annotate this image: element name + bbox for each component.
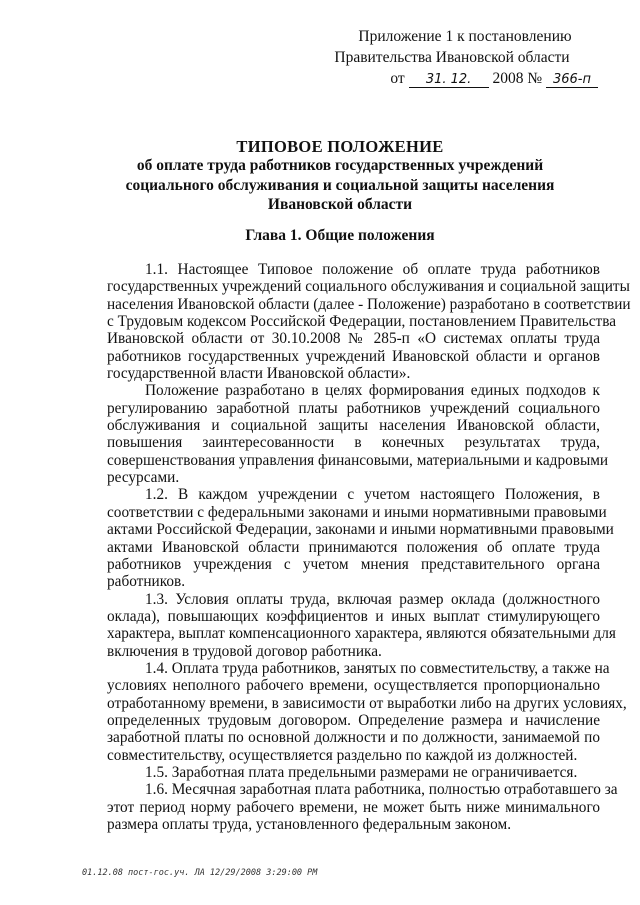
paragraph-line: Ивановской области от 30.10.2008 № 285-п «О системах оплаты труда (107, 330, 600, 348)
approval-header (334, 26, 598, 89)
paragraph-line: условиях неполного рабочего времени, осуществляется пропорционально (107, 677, 600, 695)
title-sub-2: социального обслуживания и социальной защиты населения (125, 176, 555, 194)
paragraph-line: актами Ивановской области принимаются положения об оплате труда (107, 538, 600, 556)
paragraph-line: совместительству, осуществляется раздельно по каждой из должностей. (107, 746, 578, 764)
header-line-1: Приложение 1 к постановлению (358, 28, 572, 45)
title-sub-3: Ивановской области (267, 195, 413, 213)
footer-stamp: 01.12.08 пост-гос.уч. ЛА 12/29/2008 3:29:00 PM (82, 868, 318, 878)
header-from: от (390, 70, 405, 87)
paragraph-line: отработанному времени, в зависимости от выработки либо на других условиях, (107, 694, 627, 712)
paragraph (107, 659, 627, 764)
paragraph-line: с Трудовым кодексом Российской Федерации, постановлением Правительства (107, 313, 617, 331)
handwritten-date: 31. 12. (409, 72, 489, 88)
title-main: ТИПОВОЕ ПОЛОЖЕНИЕ (236, 137, 444, 156)
paragraph-line: этот период норму рабочего времени, не может быть ниже минимального (107, 798, 600, 816)
paragraph-line: государственных учреждений социального обслуживания и социальной защиты (107, 278, 630, 296)
header-line-2: Правительства Ивановской области (334, 49, 570, 66)
title-sub-1: об оплате труда работников государственных учреждений (136, 157, 544, 175)
paragraph-line: 1.3. Условия оплаты труда, включая размер оклада (должностного (145, 590, 600, 608)
paragraph (107, 486, 614, 591)
paragraph-line: Положение разработано в целях формирования единых подходов к (145, 382, 600, 400)
paragraph-line: оклада), повышающих коэффициентов и иных выплат стимулирующего (107, 607, 600, 625)
paragraph-line: характера, выплат компенсационного характера, являются обязательными для (107, 625, 616, 643)
paragraph-line: населения Ивановской области (далее - Положение) разработано в соответствии (107, 295, 631, 313)
paragraph-line: государственной власти Ивановской области». (107, 365, 411, 383)
paragraph (107, 382, 609, 487)
paragraph-line: 1.5. Заработная плата предельными размерами не ограничивается. (145, 763, 578, 781)
paragraph-line: 1.6. Месячная заработная плата работника, полностью отработавшего за (145, 781, 618, 799)
paragraph-line: совершенствования управления финансовыми, материальными и кадровыми (107, 451, 609, 469)
paragraph (107, 261, 631, 383)
paragraph-line: актами Российской Федерации, законами и иными нормативными правовыми (107, 521, 614, 539)
paragraph (107, 764, 600, 781)
paragraph-line: заработной платы по основной должности и по должности, занимаемой по (107, 729, 600, 747)
paragraph-line: определенных трудовым договором. Определение размера и начисление (107, 711, 600, 729)
paragraph-line: повышения заинтересованности в конечных результатах труда, (107, 434, 600, 452)
chapter-heading: Глава 1. Общие положения (245, 227, 435, 244)
handwritten-number: 366-п (546, 72, 598, 88)
header-year: 2008 № (492, 70, 543, 87)
paragraph (107, 590, 616, 660)
paragraph-line: регулированию заработной платы работников учреждений социального (107, 399, 600, 417)
paragraph-line: размера оплаты труда, установленного федеральным законом. (107, 816, 512, 833)
paragraph-line: 1.4. Оплата труда работников, занятых по совместительству, а также на (145, 659, 610, 677)
paragraph-line: включения в трудовой договор работника. (107, 642, 382, 660)
paragraph-line: работников государственных учреждений Ивановской области и органов (107, 347, 600, 365)
paragraph (107, 781, 618, 833)
paragraph-line: обслуживания и социальной защиты населения Ивановской области, (107, 417, 600, 435)
paragraph-line: ресурсами. (107, 469, 180, 487)
paragraph-line: 1.1. Настоящее Типовое положение об оплате труда работников (145, 261, 600, 278)
header-line-3 (334, 68, 598, 89)
document-title (0, 137, 640, 214)
document-body (107, 261, 631, 833)
paragraph-line: 1.2. В каждом учреждении с учетом настоящего Положения, в (145, 486, 600, 504)
paragraph-line: работников. (107, 573, 186, 591)
paragraph-line: соответствии с федеральными законами и иными нормативными правовыми (107, 503, 607, 521)
paragraph-line: работников учреждения с учетом мнения представительного органа (107, 555, 600, 573)
